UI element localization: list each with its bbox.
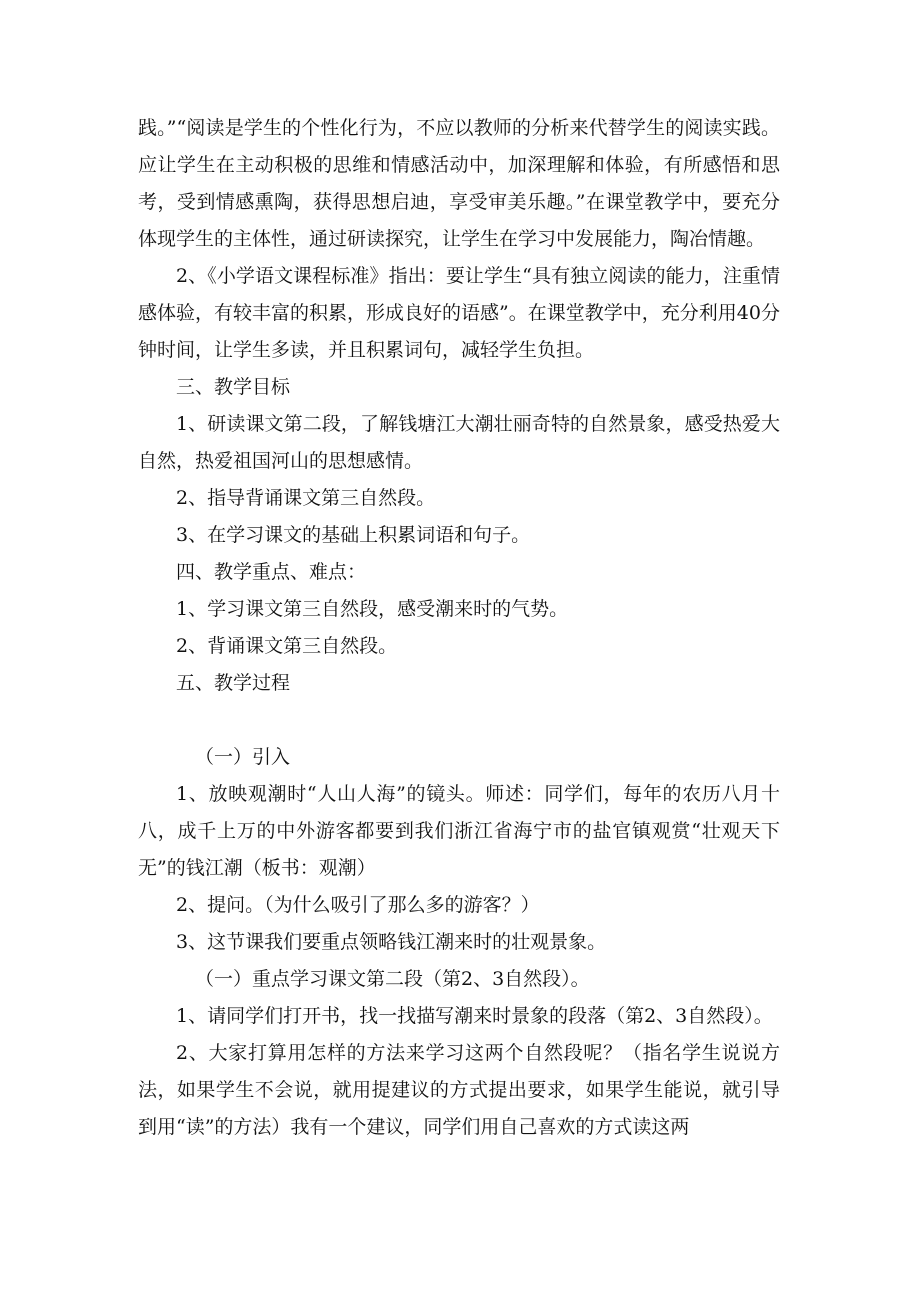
- heading-teaching-goals: 三、教学目标: [176, 376, 291, 398]
- key-point-item-2: 2、背诵课文第三自然段。: [176, 635, 398, 657]
- section-two-item-1: 1、请同学们打开书，找一找描写潮来时景象的段落（第2、3自然段）。: [176, 1005, 773, 1027]
- goal-item-1: 1、研读课文第二段，了解钱塘江大潮壮丽奇特的自然景象，感受热爱大自然，热爱祖国河山的思想感情。: [138, 413, 780, 472]
- process-item-3: 3、这节课我们要重点领略钱江潮来时的壮观景象。: [176, 931, 607, 953]
- goal-item-3: 3、在学习课文的基础上积累词语和句子。: [176, 524, 531, 546]
- subheading-section-two: （一）重点学习课文第二段（第2、3自然段）。: [195, 968, 590, 990]
- goal-item-2: 2、指导背诵课文第三自然段。: [176, 487, 436, 509]
- process-item-2: 2、提问。（为什么吸引了那么多的游客？）: [176, 894, 540, 916]
- section-two-item-2: 2、大家打算用怎样的方法来学习这两个自然段呢？（指名学生说说方法，如果学生不会说，就用提建议的方式提出要求，如果学生能说，就引导到用“读”的方法）我有一个建议，同学们用自己喜欢的方式读这两: [138, 1042, 780, 1138]
- subheading-introduction: （一）引入: [195, 746, 291, 768]
- process-item-1: 1、放映观潮时“人山人海”的镜头。师述：同学们，每年的农历八月十八，成千上万的中外游客都要到我们浙江省海宁市的盐官镇观赏“壮观天下无”的钱江潮（板书：观潮）: [138, 783, 780, 879]
- heading-key-points: 四、教学重点、难点：: [176, 561, 367, 583]
- heading-teaching-process: 五、教学过程: [176, 672, 291, 694]
- paragraph-curriculum-standard: 2、《小学语文课程标准》指出：要让学生“具有独立阅读的能力，注重情感体验，有较丰富的积累，形成良好的语感”。在课堂教学中，充分利用40分钟时间，让学生多读，并且积累词句，减轻学生负担。: [138, 265, 780, 361]
- paragraph-reading-practice: 践。”“阅读是学生的个性化行为，不应以教师的分析来代替学生的阅读实践。应让学生在主动积极的思维和情感活动中，加深理解和体验，有所感悟和思考，受到情感熏陶，获得思想启迪，享受审美乐趣。”在课堂教学中，要充分体现学生的主体性，通过研读探究，让学生在学习中发展能力，陶冶情趣。: [138, 117, 780, 250]
- document-body: [138, 110, 780, 1146]
- key-point-item-1: 1、学习课文第三自然段，感受潮来时的气势。: [176, 598, 569, 620]
